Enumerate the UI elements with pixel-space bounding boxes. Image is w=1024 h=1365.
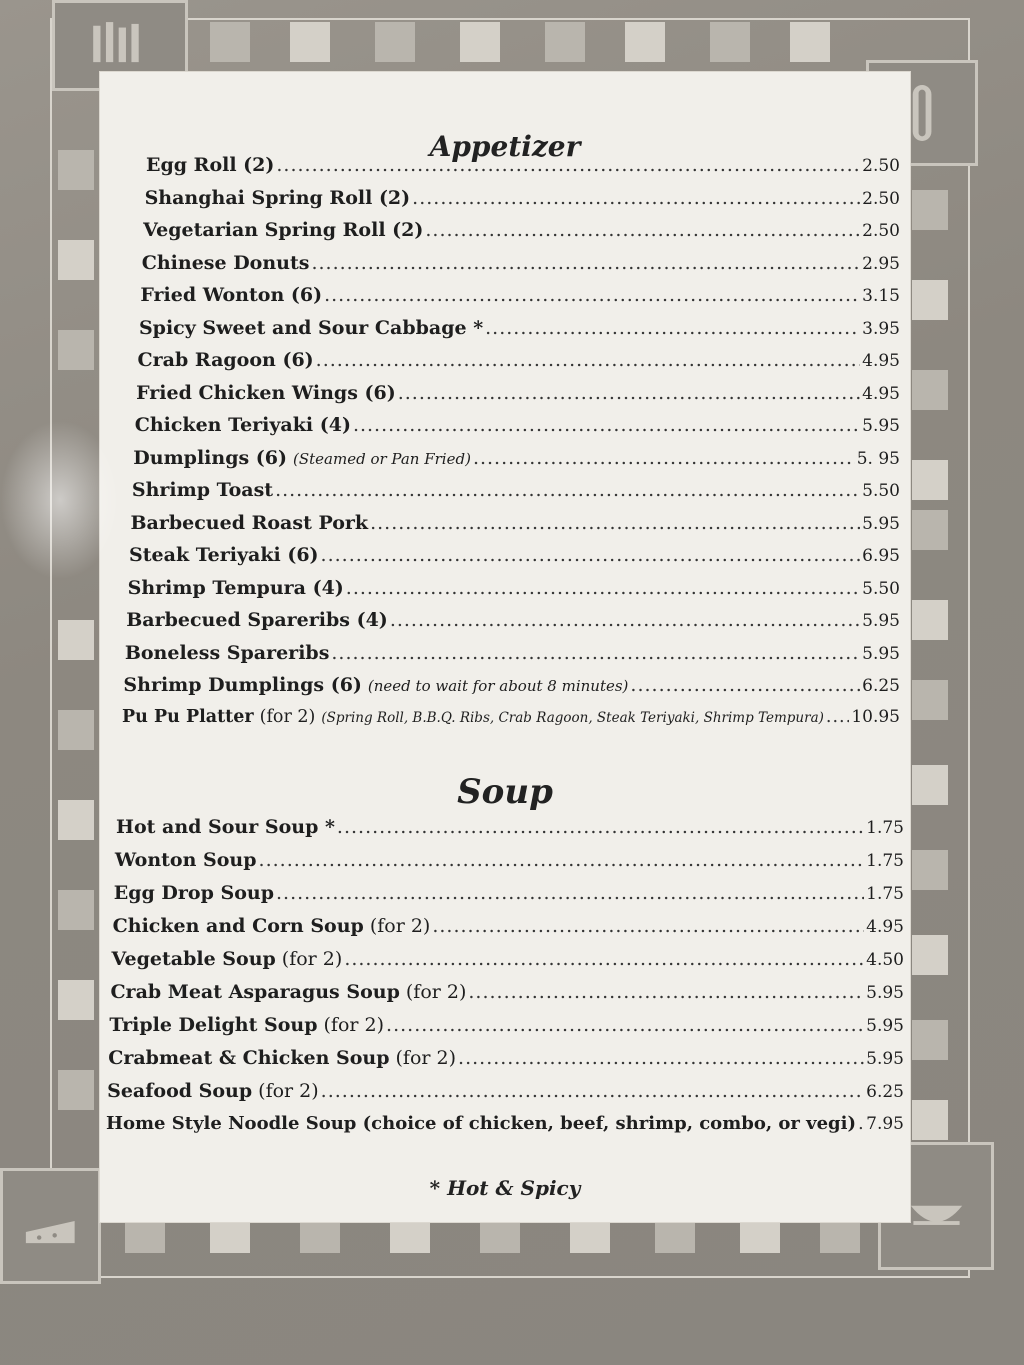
checker-square <box>912 1100 948 1140</box>
appetizer-item <box>140 284 900 306</box>
soup-item-price: 5.95 <box>866 1049 904 1069</box>
soup-item <box>114 882 904 904</box>
soup-item-serving: (for 2) <box>258 1080 319 1102</box>
appetizer-item-price: 5.95 <box>862 611 900 631</box>
checker-square <box>912 935 948 975</box>
soup-item-price: 5.95 <box>866 1016 904 1036</box>
soup-item-name: Crabmeat & Chicken Soup <box>108 1047 390 1069</box>
appetizer-item <box>128 577 900 599</box>
checker-square <box>710 22 750 62</box>
appetizer-item-name: Steak Teriyaki (6) <box>129 544 319 566</box>
soup-item-price: 7.95 <box>866 1114 904 1134</box>
light-glare <box>0 420 120 580</box>
checker-square <box>58 1070 94 1110</box>
dot-leader <box>275 479 860 501</box>
appetizer-item <box>123 674 900 696</box>
soup-item-name: Vegetable Soup <box>111 948 276 970</box>
hot-spicy-footnote: * Hot & Spicy <box>429 1176 581 1200</box>
appetizer-item-price: 6.25 <box>862 676 900 696</box>
soup-item-price: 1.75 <box>866 851 904 871</box>
dot-leader <box>473 447 855 469</box>
checker-square <box>912 510 948 550</box>
appetizer-item-price: 5.50 <box>862 481 900 501</box>
appetizer-item-name: Fried Chicken Wings (6) <box>136 381 396 404</box>
soup-item-name: Egg Drop Soup <box>113 882 274 904</box>
appetizer-item-price: 3.15 <box>862 286 900 306</box>
soup-item-name: Crab Meat Asparagus Soup <box>110 981 400 1003</box>
dot-leader <box>398 382 860 404</box>
appetizer-item-name: Barbecued Roast Pork <box>130 511 369 534</box>
appetizer-item-price: 3.95 <box>862 318 900 339</box>
appetizer-item <box>125 642 900 664</box>
soup-item-serving: (for 2) <box>281 948 343 970</box>
soup-item <box>109 1014 904 1036</box>
soup-item-price: 5.95 <box>866 983 904 1003</box>
soup-item <box>108 1047 904 1069</box>
appetizer-item-name: Shanghai Spring Roll (2) <box>144 186 411 209</box>
appetizer-item-name: Chinese Donuts <box>141 251 310 274</box>
checker-square <box>58 240 94 280</box>
soup-item-name: Triple Delight Soup <box>109 1014 318 1036</box>
appetizer-item <box>136 382 900 404</box>
dot-leader <box>485 317 860 339</box>
dot-leader <box>826 707 849 727</box>
appetizer-item <box>142 252 900 274</box>
appetizer-item-price: 2.50 <box>862 221 900 241</box>
dot-leader <box>311 252 860 274</box>
dot-leader <box>321 544 861 566</box>
dot-leader <box>259 849 865 871</box>
checker-square <box>58 330 94 370</box>
dot-leader <box>346 577 860 599</box>
dot-leader <box>425 219 860 241</box>
appetizer-item-name: Shrimp Toast <box>131 479 274 501</box>
dot-leader <box>344 948 864 970</box>
dot-leader <box>353 414 860 436</box>
appetizer-item <box>145 187 900 209</box>
checker-square <box>58 710 94 750</box>
appetizer-item-name: Spicy Sweet and Sour Cabbage * <box>138 316 484 339</box>
checker-square <box>210 22 250 62</box>
dot-leader <box>390 609 860 631</box>
soup-item-price: 4.95 <box>866 917 904 937</box>
checker-square <box>912 1020 948 1060</box>
cake-slice-icon-graphic <box>17 1188 84 1265</box>
dot-leader <box>386 1014 864 1036</box>
checker-square <box>912 190 948 230</box>
checker-square <box>375 22 415 62</box>
checker-square <box>912 600 948 640</box>
appetizer-item <box>139 317 900 339</box>
dot-leader <box>412 187 860 209</box>
checker-square <box>58 150 94 190</box>
checker-square <box>912 680 948 720</box>
appetizer-item <box>138 349 900 371</box>
checker-square <box>625 22 665 62</box>
soup-item <box>115 849 904 871</box>
dot-leader <box>331 642 860 664</box>
appetizer-item <box>135 414 900 436</box>
soup-item-price: 1.75 <box>866 884 904 904</box>
menu-panel <box>100 72 910 1222</box>
appetizer-item <box>122 707 900 727</box>
appetizer-item <box>146 154 900 176</box>
appetizer-item-name: Vegetarian Spring Roll (2) <box>143 219 424 241</box>
dot-leader <box>276 154 860 176</box>
checker-square <box>58 800 94 840</box>
appetizer-item <box>130 512 900 534</box>
checker-square <box>545 22 585 62</box>
appetizer-item-name: Crab Ragoon (6) <box>137 349 314 371</box>
checker-square <box>790 22 830 62</box>
checker-square <box>290 22 330 62</box>
appetizer-item <box>133 447 900 469</box>
soup-item <box>116 816 904 838</box>
appetizer-item-price: 5.50 <box>862 578 900 599</box>
dot-leader <box>316 349 860 371</box>
appetizer-item-name: Egg Roll (2) <box>146 154 275 176</box>
soup-item-serving: (for 2) <box>395 1047 457 1069</box>
appetizer-item-name: Shrimp Dumplings (6) <box>123 674 362 696</box>
appetizer-item-price: 10.95 <box>851 706 900 727</box>
checker-square <box>912 280 948 320</box>
soup-item <box>113 915 904 937</box>
soup-item <box>110 981 904 1003</box>
dot-leader <box>370 512 860 534</box>
appetizer-item-name: Pu Pu Platter <box>122 706 254 727</box>
dot-leader <box>337 816 864 838</box>
dot-leader <box>468 981 864 1003</box>
soup-item <box>112 948 904 970</box>
appetizer-item-price: 5.95 <box>862 513 900 534</box>
soup-item-name: Chicken and Corn Soup <box>112 915 364 937</box>
soup-item-serving: (for 2) <box>405 981 467 1003</box>
appetizer-item-name: Boneless Spareribs <box>124 641 330 664</box>
checker-square <box>460 22 500 62</box>
appetizer-item-price: 5.95 <box>862 416 900 436</box>
dot-leader <box>321 1080 864 1102</box>
checker-square <box>912 370 948 410</box>
appetizer-item-name: Fried Wonton (6) <box>140 284 323 306</box>
soup-item-price: 1.75 <box>866 818 904 838</box>
appetizer-title: Appetizer <box>429 130 581 163</box>
appetizer-item-serving: (for 2) <box>259 706 316 727</box>
soup-item-price: 4.50 <box>866 950 904 970</box>
appetizer-item-name: Dumplings (6) <box>133 446 288 469</box>
soup-item <box>107 1080 904 1102</box>
dot-leader <box>432 915 864 937</box>
appetizer-item-price: 2.95 <box>862 253 900 274</box>
appetizer-item-note: (need to wait for about 8 minutes) <box>367 677 629 695</box>
appetizer-item-name: Barbecued Spareribs (4) <box>126 609 388 631</box>
appetizer-item-price: 4.95 <box>862 383 900 404</box>
appetizer-item <box>126 609 900 631</box>
appetizer-item-price: 4.95 <box>862 351 900 371</box>
soup-title: Soup <box>457 772 553 812</box>
appetizer-item <box>143 219 900 241</box>
appetizer-item-price: 6.95 <box>862 546 900 566</box>
soup-item-serving: (for 2) <box>323 1014 385 1036</box>
appetizer-item-price: 2.50 <box>862 156 900 176</box>
checker-square <box>912 460 948 500</box>
soup-item-name: Hot and Sour Soup * <box>116 816 335 838</box>
cake-slice-icon <box>0 1168 101 1284</box>
soup-item-name: Wonton Soup <box>114 849 257 871</box>
checker-square <box>912 850 948 890</box>
dot-leader <box>458 1047 864 1069</box>
dot-leader <box>324 284 860 306</box>
appetizer-item <box>129 544 900 566</box>
soup-item-price: 6.25 <box>866 1082 904 1102</box>
dot-leader <box>630 674 860 696</box>
appetizer-item-price: 5.95 <box>862 643 900 664</box>
fries-icon-graphic <box>75 16 166 76</box>
soup-item-serving: (for 2) <box>369 915 431 937</box>
soup-item <box>106 1113 904 1134</box>
appetizer-item-note: (Spring Roll, B.B.Q. Ribs, Crab Ragoon, Steak Teriyaki, Shrimp Tempura) <box>321 709 824 726</box>
dot-leader <box>276 882 864 904</box>
checker-square <box>58 980 94 1020</box>
checker-square <box>58 620 94 660</box>
appetizer-item-name: Shrimp Tempura (4) <box>127 576 344 599</box>
checker-square <box>58 890 94 930</box>
appetizer-item-price: 2.50 <box>862 188 900 209</box>
appetizer-item-name: Chicken Teriyaki (4) <box>134 414 351 436</box>
soup-item-name: Seafood Soup <box>107 1080 253 1102</box>
soup-item-name: Home Style Noodle Soup (choice of chicken, beef, shrimp, combo, or vegi) <box>106 1113 856 1134</box>
dot-leader <box>858 1113 864 1134</box>
appetizer-item-price: 5. 95 <box>856 448 900 469</box>
appetizer-item-note: (Steamed or Pan Fried) <box>293 449 471 468</box>
checker-square <box>912 765 948 805</box>
appetizer-item <box>132 479 900 501</box>
